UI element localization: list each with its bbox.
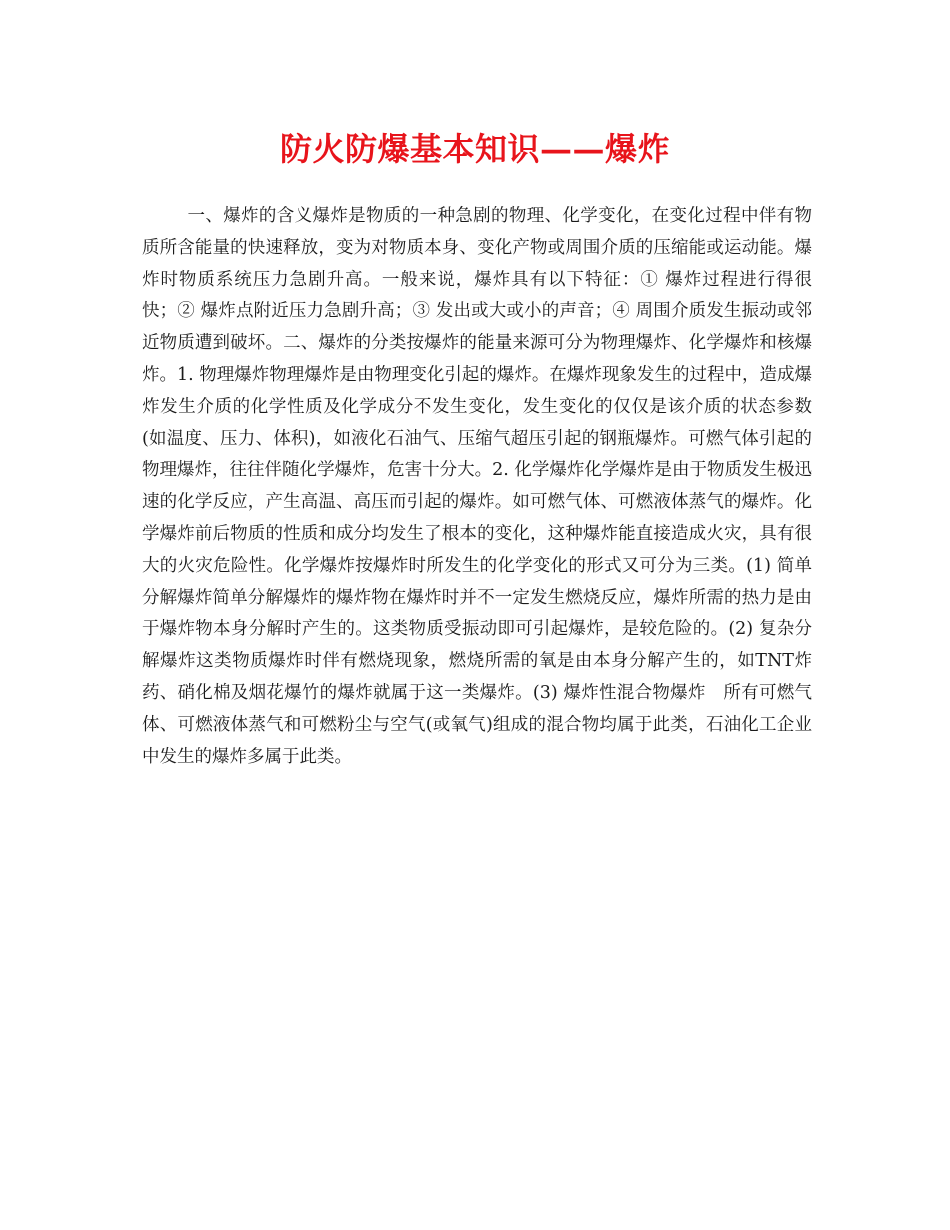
document-title: 防火防爆基本知识——爆炸 — [279, 130, 670, 168]
document-body-paragraph: 一、爆炸的含义爆炸是物质的一种急剧的物理、化学变化，在变化过程中伴有物质所含能量的快速释放，变为对物质本身、变化产物或周围介质的压缩能或运动能。爆炸时物质系统压力急剧升高。一般来说，爆炸具有以下特征：① 爆炸过程进行得很快；② 爆炸点附近压力急剧升高；③ 发出或大或小的声音；④ 周围介质发生振动或邻近物质遭到破坏。二、爆炸的分类按爆炸的能量来源可分为物理爆炸、化学爆炸和核爆炸。1. 物理爆炸物理爆炸是由物理变化引起的爆炸。在爆炸现象发生的过程中，造成爆炸发生介质的化学性质及化学成分不发生变化，发生变化的仅仅是该介质的状态参数(如温度、压力、体积)，如液化石油气、压缩气超压引起的钢瓶爆炸。可燃气体引起的物理爆炸，往往伴随化学爆炸，危害十分大。2. 化学爆炸化学爆炸是由于物质发生极迅速的化学反应，产生高温、高压而引起的爆炸。如可燃气体、可燃液体蒸气的爆炸。化学爆炸前后物质的性质和成分均发生了根本的变化，这种爆炸能直接造成火灾，具有很大的火灾危险性。化学爆炸按爆炸时所发生的化学变化的形式又可分为三类。(1) 简单分解爆炸简单分解爆炸的爆炸物在爆炸时并不一定发生燃烧反应，爆炸所需的热力是由于爆炸物本身分解时产生的。这类物质受振动即可引起爆炸，是较危险的。(2) 复杂分解爆炸这类物质爆炸时伴有燃烧现象，燃烧所需的氧是由本身分解产生的，如TNT炸药、硝化棉及烟花爆竹的爆炸就属于这一类爆炸。(3) 爆炸性混合物爆炸 所有可燃气体、可燃液体蒸气和可燃粉尘与空气(或氧气)组成的混合物均属于此类，石油化工企业中发生的爆炸多属于此类。 — [142, 206, 812, 767]
